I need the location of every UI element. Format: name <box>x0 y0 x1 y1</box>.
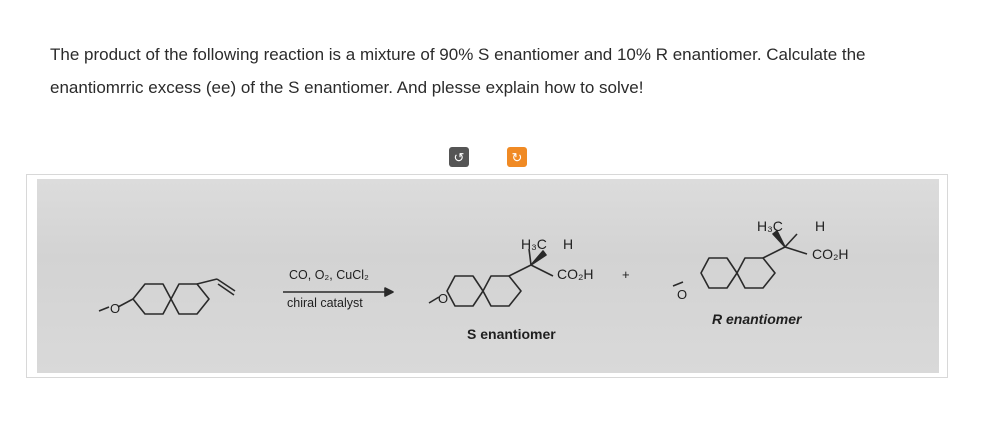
reagents-line-1: CO, O₂, CuCl₂ <box>289 268 369 282</box>
rotate-left-icon: ↺ <box>453 149 465 165</box>
o-r: O <box>677 287 688 302</box>
plus-sign: + <box>622 267 630 282</box>
o-s: O <box>438 291 449 306</box>
r-methyl-label: H₃C <box>757 218 783 234</box>
reaction-photo <box>37 179 939 373</box>
reaction-image-frame <box>26 174 948 378</box>
r-enantiomer-label: R enantiomer <box>712 311 802 327</box>
rotate-right-button[interactable] <box>507 147 527 167</box>
s-acid-label: CO₂H <box>557 266 594 282</box>
o-start: O <box>110 301 121 316</box>
s-hydrogen-label: H <box>563 236 574 252</box>
r-acid-label: CO₂H <box>812 246 849 262</box>
reagents-line-2: chiral catalyst <box>287 296 363 310</box>
question-line-2: enantiomrric excess (ee) of the S enantiomer. And plesse explain how to solve! <box>50 78 644 97</box>
reaction-scheme <box>37 179 939 373</box>
question-text <box>50 38 950 104</box>
s-enantiomer-label: S enantiomer <box>467 326 556 342</box>
question-line-1: The product of the following reaction is a mixture of 90% S enantiomer and 10% R enantiomer. Calculate the <box>50 45 866 64</box>
rotate-right-icon: ↻ <box>511 149 523 165</box>
s-methyl-label: H₃C <box>521 236 547 252</box>
r-enantiomer-structure <box>673 231 807 288</box>
rotate-left-button[interactable] <box>449 147 469 167</box>
r-hydrogen-label: H <box>815 218 826 234</box>
